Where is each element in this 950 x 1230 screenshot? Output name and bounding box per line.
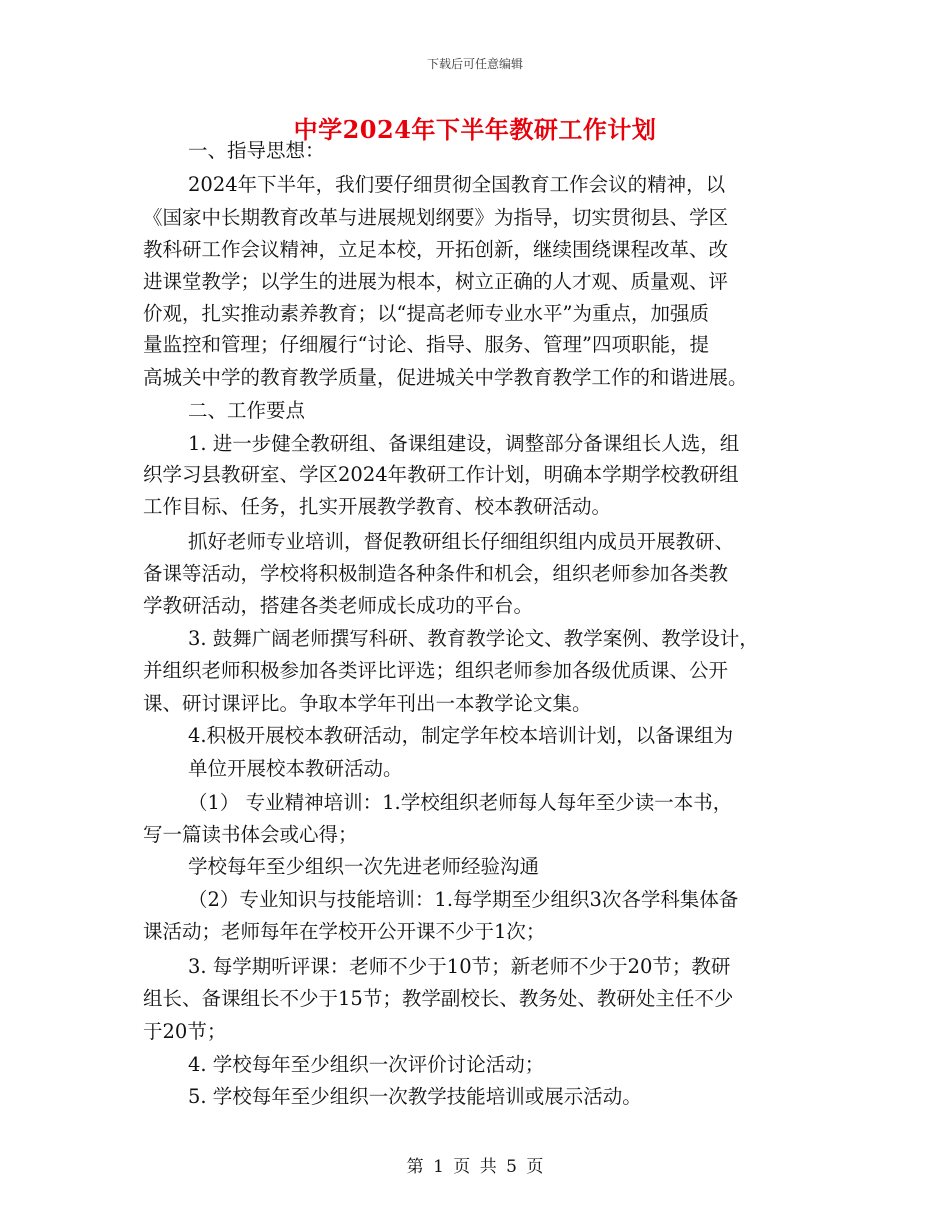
page-number-footer: 第 1 页 共 5 页 bbox=[406, 1157, 544, 1177]
body-line: 1. 进一步健全教研组、备课组建设，调整部分备课组长人选，组 bbox=[188, 432, 740, 455]
document-title: 中学2024年下半年教研工作计划 bbox=[293, 115, 657, 144]
body-line: 《国家中长期教育改革与进展规划纲要》为指导，切实贯彻县、学区 bbox=[143, 206, 729, 229]
body-line: 课活动；老师每年在学校开公开课不少于1次； bbox=[143, 920, 546, 943]
body-line: 4.积极开展校本教研活动，制定学年校本培训计划，以备课组为 bbox=[188, 724, 734, 747]
body-line: 于20节； bbox=[143, 1020, 227, 1043]
header-note: 下载后可任意编辑 bbox=[426, 57, 523, 71]
body-line: 单位开展校本教研活动。 bbox=[188, 757, 403, 780]
body-line: 教科研工作会议精神，立足本校，开拓创新，继续围绕课程改革、改 bbox=[143, 238, 729, 261]
body-line: 课、研讨课评比。争取本学年刊出一本教学论文集。 bbox=[143, 692, 592, 715]
body-line: 织学习县教研室、学区2024年教研工作计划，明确本学期学校教研组 bbox=[143, 463, 739, 486]
body-line: 并组织老师积极参加各类评比评选；组织老师参加各级优质课、公开 bbox=[143, 659, 729, 682]
body-line: 学校每年至少组织一次先进老师经验沟通 bbox=[188, 855, 540, 878]
body-line: 量监控和管理；仔细履行“讨论、指导、服务、管理”四项职能，提 bbox=[143, 333, 709, 356]
body-line: 5. 学校每年至少组织一次教学技能培训或展示活动。 bbox=[188, 1085, 642, 1108]
body-line: （2）专业知识与技能培训：1.每学期至少组织3次各学科集体备 bbox=[188, 888, 739, 911]
body-line: 写一篇读书体会或心得； bbox=[143, 823, 358, 846]
body-line: 3. 鼓舞广阔老师撰写科研、教育教学论文、教学案例、教学设计， bbox=[188, 627, 759, 650]
body-line: （1） 专业精神培训：1.学校组织老师每人每年至少读一本书， bbox=[188, 791, 733, 814]
section-heading-1: 一、指导思想： bbox=[188, 139, 325, 162]
body-line: 学教研活动，搭建各类老师成长成功的平台。 bbox=[143, 594, 534, 617]
body-line: 进课堂教学；以学生的进展为根本，树立正确的人才观、质量观、评 bbox=[143, 270, 729, 293]
body-line: 工作目标、任务，扎实开展教学教育、校本教研活动。 bbox=[143, 495, 612, 518]
body-line: 3. 每学期听评课：老师不少于10节；新老师不少于20节；教研 bbox=[188, 955, 731, 978]
body-line: 高城关中学的教育教学质量，促进城关中学教育教学工作的和谐进展。 bbox=[143, 366, 748, 389]
body-line: 组长、备课组长不少于15节；教学副校长、教务处、教研处主任不少 bbox=[143, 987, 734, 1010]
section-heading-2: 二、工作要点 bbox=[188, 399, 306, 422]
body-line: 4. 学校每年至少组织一次评价讨论活动； bbox=[188, 1053, 545, 1076]
body-line: 备课等活动，学校将积极制造各种条件和机会，组织老师参加各类教 bbox=[143, 562, 729, 585]
body-line: 抓好老师专业培训，督促教研组长仔细组织组内成员开展教研、 bbox=[188, 530, 735, 553]
body-line: 2024年下半年，我们要仔细贯彻全国教育工作会议的精神，以 bbox=[188, 173, 726, 196]
body-line: 价观，扎实推动素养教育；以“提高老师专业水平”为重点，加强质 bbox=[143, 302, 709, 325]
